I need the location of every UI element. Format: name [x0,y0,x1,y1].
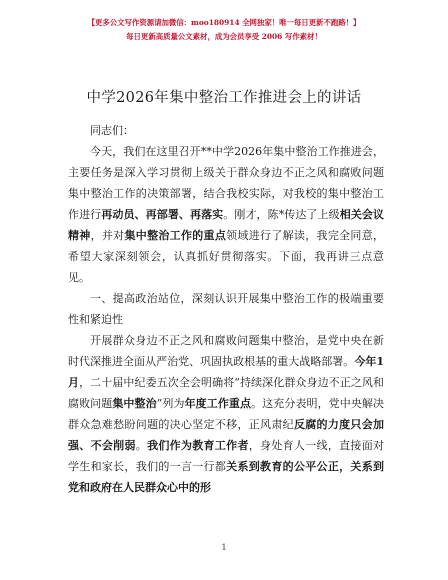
text-run: 开展群众身边不正之风和腐败问题集中整治，是党中央在新时代深推进全面从严治党、巩固执政根基的重大战略部署。 [68,334,384,368]
section-heading-1: 一、提高政治站位，深刻认识开展集中整治工作的极端重要性和紧迫性 [68,292,384,326]
emphasis-run: 反腐的力度只会加强、不会削弱 [68,418,385,452]
greeting: 同志们： [90,124,134,137]
text-run: ，身处育人一线，直接面对学生和家长，我们的一言一行都 [68,439,385,473]
emphasis-run: 集中整治 [112,397,157,410]
banner-line-2: 每日更新高质量公文素材，成为会员享受 2006 写作素材！ [126,32,322,41]
promo-banner [0,16,448,44]
emphasis-run: 相关会议精神 [68,208,385,242]
emphasis-run: 年度工作重点 [184,397,252,410]
text-run: 领域进行了解读，我完全同意，希望大家深刻领会，认真抓好贯彻落实。下面，我再讲三点意见。 [68,229,385,284]
document-title: 中学2026年集中整治工作推进会上的讲话 [86,90,362,106]
text-run: ，并对 [90,229,125,242]
text-run: 今天，我们在这里召开**中学2026年集中整治工作推进会，主要任务是深入学习贯彻上级关于群众身边不正之风和腐败问题集中整治工作的决策部署，结合我校实际，对我校的集中整治工作进行 [68,145,384,221]
emphasis-run: 关系到教育的公平公正，关系到党和政府在人民群众心中的形 [68,460,385,494]
page-number: 1 [221,543,227,552]
emphasis-run: 再动员、再部署、再落实 [101,208,224,221]
banner-line-1: 【更多公文写作资源请加微信：moo180914 全网独家！唯一每日更新不跑路！】 [87,18,361,27]
emphasis-run: 集中整治工作的重点 [124,229,227,242]
emphasis-run: 我们作为教育工作者 [147,439,249,452]
text-run: ，二十届中纪委五次全会明确将“持续深化群众身边不正之风和腐败问题 [68,376,385,410]
paragraph-section-1 [68,330,384,498]
text-run: 。刚才，陈*传达了上级 [223,208,340,221]
document-body [68,120,384,498]
paragraph-intro [68,141,384,288]
emphasis-run: 今年1月 [68,355,385,389]
text-run: ”列为 [156,397,185,410]
text-run: 。 [135,439,148,452]
text-run: 。这充分表明，党中央解决群众急难愁盼问题的决心坚定不移，正风肃纪 [68,397,385,431]
